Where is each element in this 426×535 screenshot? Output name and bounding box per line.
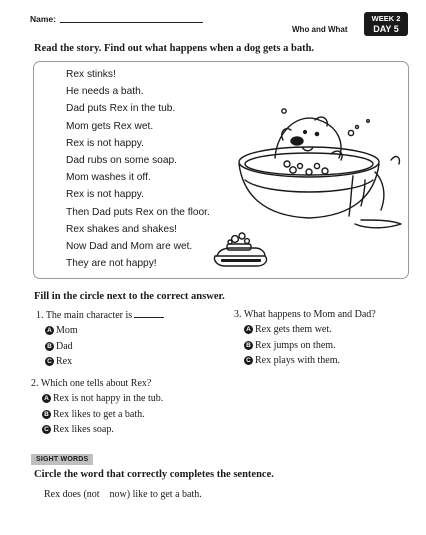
answer-option[interactable]: A Rex is not happy in the tub. [42, 391, 163, 407]
question-3 [234, 309, 376, 369]
answer-option[interactable]: A Mom [45, 323, 164, 339]
answer-option[interactable]: B Dad [45, 339, 164, 355]
dog-in-tub-illustration [205, 84, 405, 274]
bubble-icon[interactable]: C [244, 356, 253, 365]
question-2-text: 2. Which one tells about Rex? [31, 378, 152, 389]
bubble-icon[interactable]: C [42, 425, 51, 434]
story-line: He needs a bath. [66, 86, 144, 98]
badge-day: DAY 5 [373, 24, 399, 34]
answer-option[interactable]: C Rex likes soap. [42, 422, 163, 438]
sight-words-instruction: Circle the word that correctly completes the sentence. [34, 469, 274, 480]
story-line: Dad rubs on some soap. [66, 155, 177, 167]
story-text [66, 66, 210, 272]
story-line: Rex is not happy. [66, 137, 144, 149]
answer-option[interactable]: A Rex gets them wet. [244, 322, 376, 338]
name-line[interactable] [60, 22, 203, 23]
question-1-text: 1. The main character is [36, 310, 133, 321]
questions-instruction: Fill in the circle next to the correct answer. [34, 291, 225, 302]
story-line: Rex shakes and shakes! [66, 223, 177, 235]
answer-blank[interactable] [134, 309, 164, 318]
question-3-text: 3. What happens to Mom and Dad? [234, 309, 376, 320]
story-line: Mom gets Rex wet. [66, 120, 154, 132]
sight-words-tag: SIGHT WORDS [31, 454, 93, 465]
bubble-icon[interactable]: B [42, 410, 51, 419]
bubble-icon[interactable]: A [244, 325, 253, 334]
bubble-icon[interactable]: A [42, 394, 51, 403]
story-line: Dad puts Rex in the tub. [66, 103, 176, 115]
story-line: Mom washes it off. [66, 172, 151, 184]
worksheet-subtitle: Who and What [292, 25, 348, 34]
answer-option[interactable]: B Rex jumps on them. [244, 338, 376, 354]
bubble-icon[interactable]: C [45, 357, 54, 366]
answer-option[interactable]: B Rex likes to get a bath. [42, 407, 163, 423]
story-line: Now Dad and Mom are wet. [66, 241, 193, 253]
story-line: Then Dad puts Rex on the floor. [66, 206, 210, 218]
bubble-icon[interactable]: B [45, 342, 54, 351]
story-line: Rex stinks! [66, 69, 116, 80]
sight-words-sentence[interactable]: Rex does (not now) like to get a bath. [44, 489, 202, 500]
answer-option[interactable]: C Rex [45, 354, 164, 370]
week-day-badge [364, 12, 408, 36]
story-line: They are not happy! [66, 258, 157, 270]
name-label: Name: [30, 14, 56, 24]
story-instructions: Read the story. Find out what happens when a dog gets a bath. [34, 43, 315, 54]
bubble-icon[interactable]: B [244, 341, 253, 350]
badge-week: WEEK 2 [371, 14, 401, 23]
answer-option[interactable]: C Rex plays with them. [244, 353, 376, 369]
story-line: Rex is not happy. [66, 189, 144, 201]
bubble-icon[interactable]: A [45, 326, 54, 335]
question-1 [36, 309, 164, 370]
question-2 [31, 378, 163, 438]
